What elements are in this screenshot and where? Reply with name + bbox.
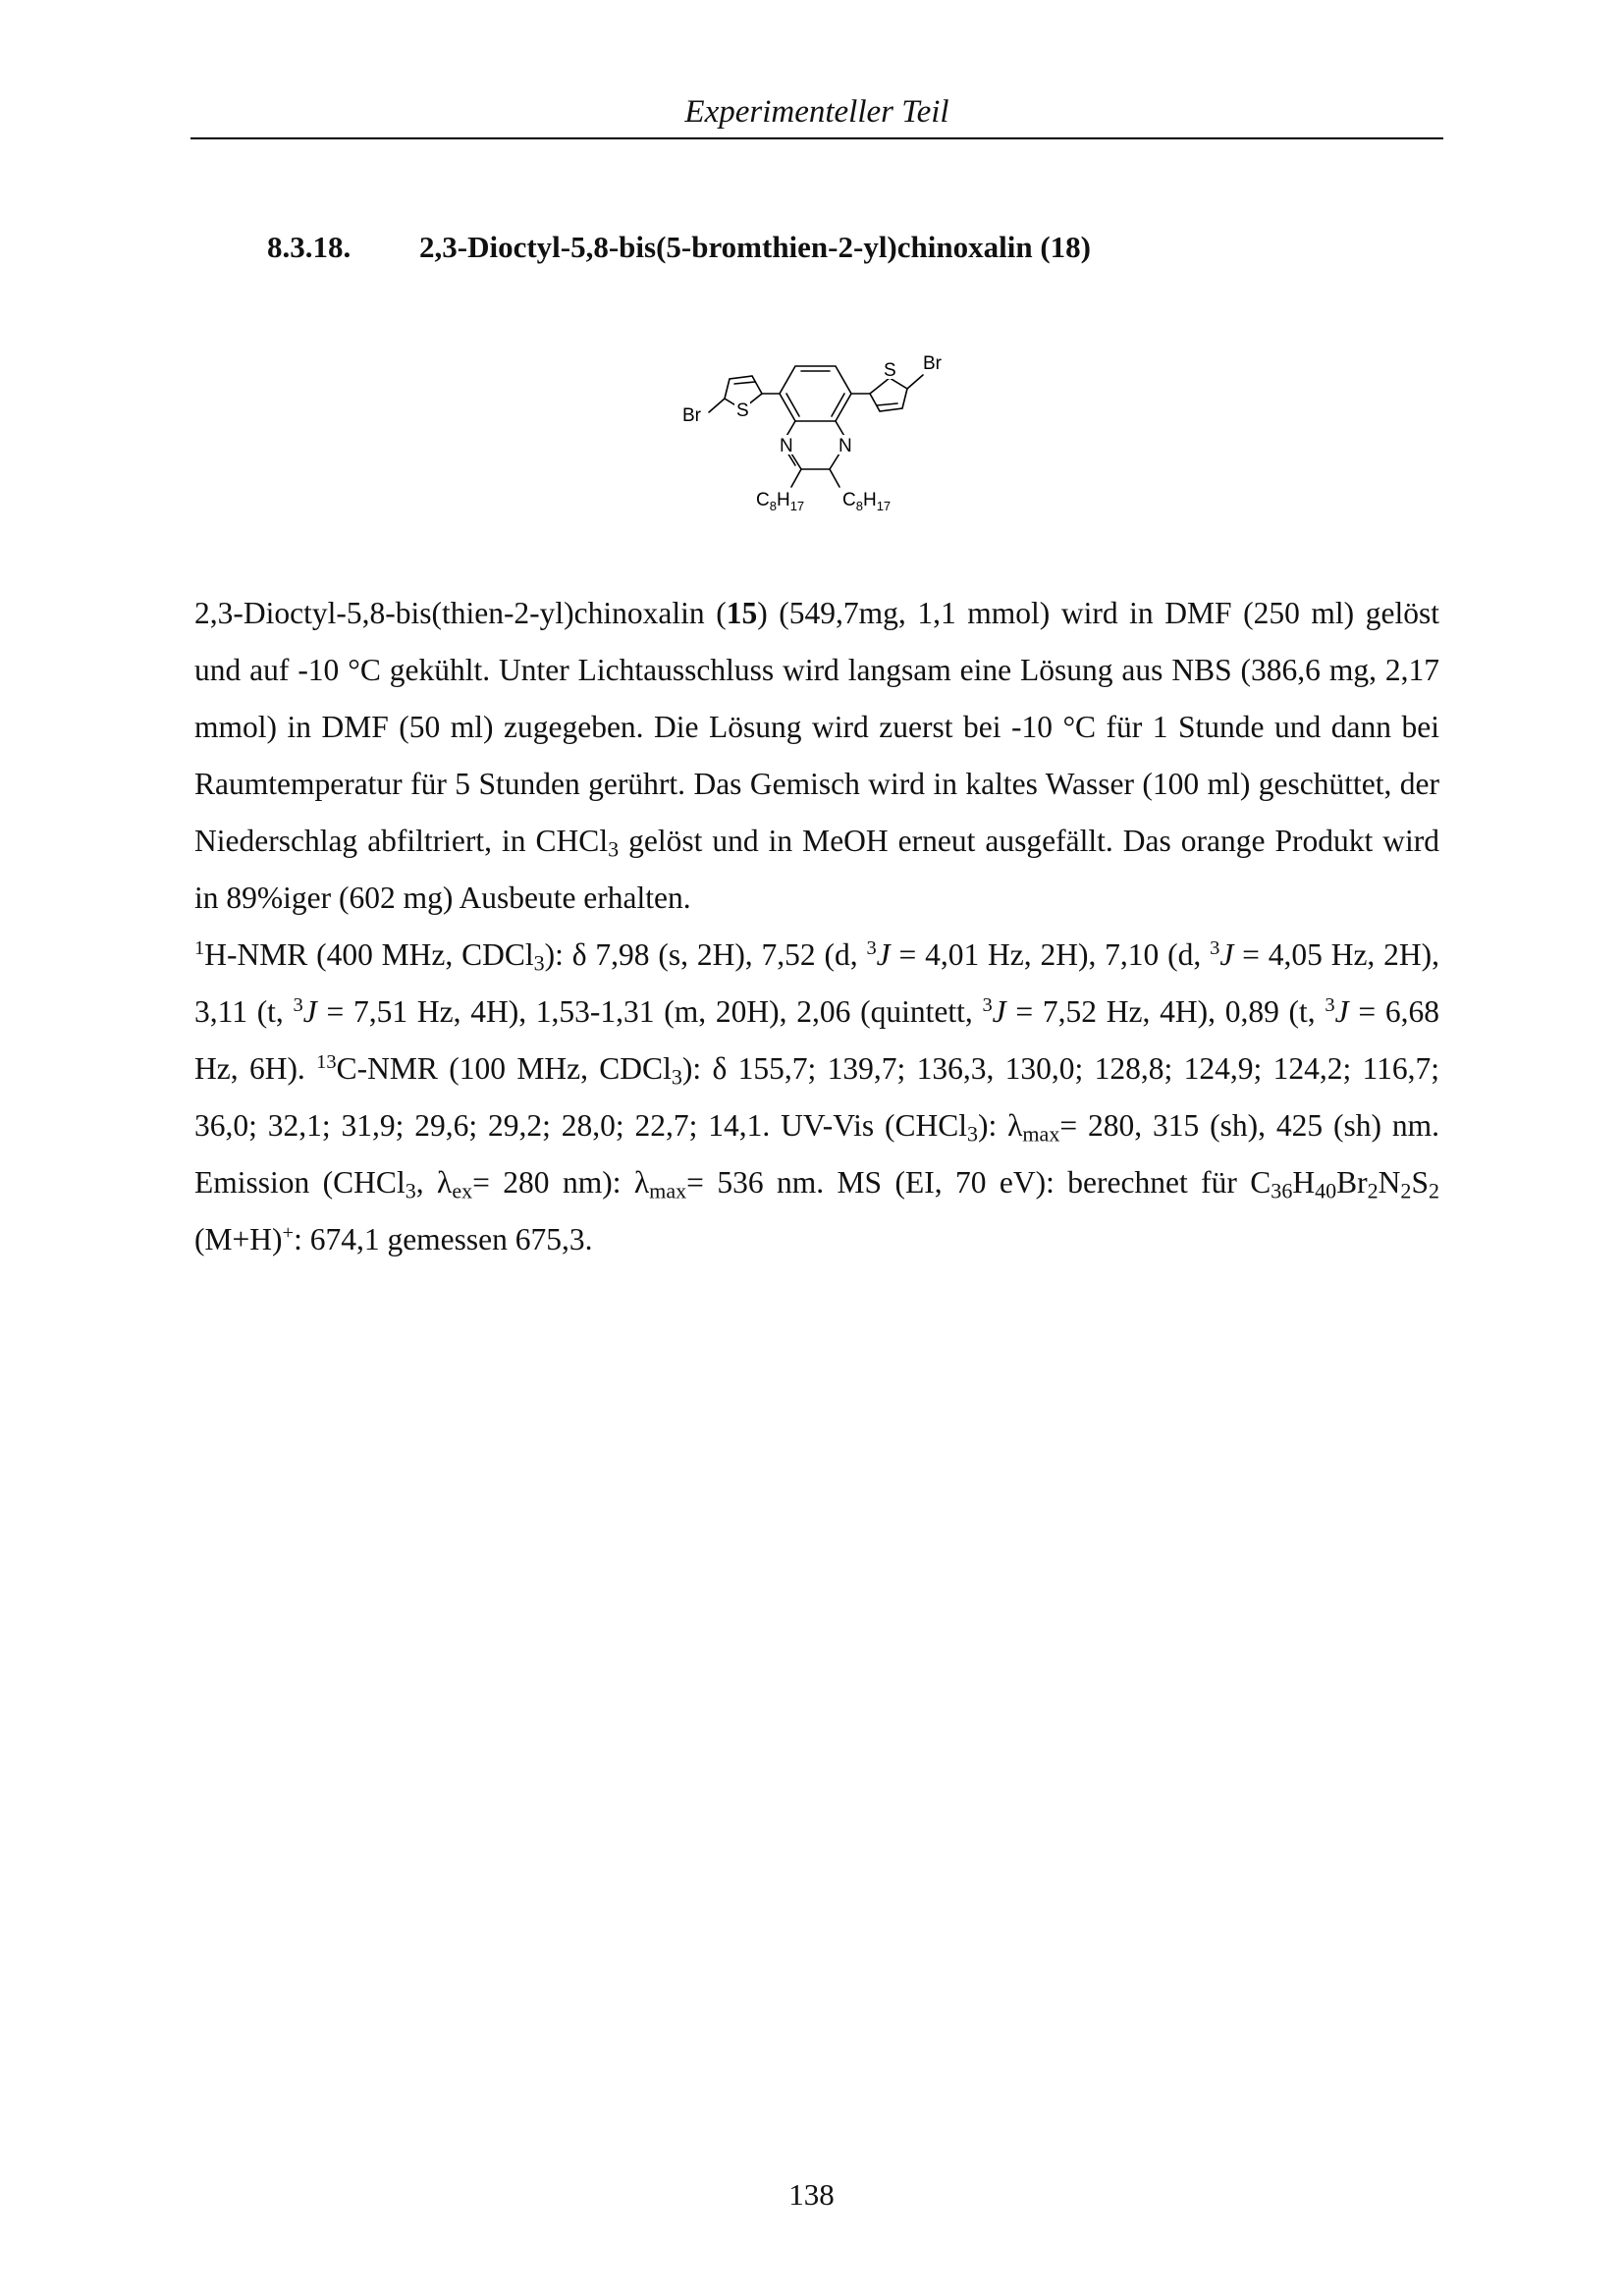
paragraph-analytics: $^1$H-NMR (400 MHz, CDCl$_3$): δ 7,98 (s, 2H), 7,52 (d, $^3$J = 4,01 Hz, 2H), 7,10 (d, $^3$J = 4,05 Hz, 2H), 3,11 (t, $^3$J = 7,51 Hz, 4H), 1,53-1,31 (m, 20H), 2,06 (quintett, $^3$J = 7,52 Hz, 4H), 0,89 (t, $^3$J = 6,68 Hz, 6H). $^{13}$C-NMR (100 MHz, CDCl$_3$): δ 155,7; 139,7; 136,3, 130,0; 128,8; 124,9; 124,2; 116,7; 36,0; 32,1; 31,9; 29,6; 29,2; 28,0; 22,7; 14,1. UV-Vis (CHCl$_3$): $\lambda_{max}= 280$, 315 (sh), 425 (sh) nm. Emission (CHCl$_3$, $\lambda_{ex}= 280$ nm): $\lambda_{max}= 536$ nm. MS (EI, 70 eV): berechnet für $C_{36}H_{40}Br_2N_2S_2$ (M+H)+: 674,1 gemessen 675,3. xyxy=(194,936,1440,1256)
page-number: 138 xyxy=(788,2177,835,2212)
header-rule xyxy=(190,137,1443,139)
body-text xyxy=(194,585,1439,1268)
thiophene-right xyxy=(870,378,907,411)
section-heading xyxy=(267,230,1091,265)
section-title: 2,3-Dioctyl-5,8-bis(5-bromthien-2-yl)chinoxalin (18) xyxy=(419,230,1091,264)
atom-s-left: S xyxy=(736,400,749,421)
atom-br-right: Br xyxy=(923,353,942,374)
running-header: Experimenteller Teil xyxy=(684,94,949,130)
benzene-ring xyxy=(780,366,851,421)
compound-ref: 15 xyxy=(726,596,758,630)
chemical-structure xyxy=(648,332,982,523)
section-number: 8.3.18. xyxy=(267,230,352,264)
substituent-left: $C_8H_{17}$ xyxy=(756,490,805,513)
atom-br-left: Br xyxy=(682,405,701,426)
atom-n-right: N xyxy=(839,436,852,456)
atom-s-right: S xyxy=(884,360,896,381)
atom-n-left: N xyxy=(780,436,793,456)
paragraph-synthesis: 2,3-Dioctyl-5,8-bis(thien-2-yl)chinoxalin (15) (549,7mg, 1,1 mmol) wird in DMF (250 ml) gelöst und auf -10 °C gekühlt. Unter Lichtausschluss wird langsam eine Lösung aus NBS (386,6 mg, 2,17 mmol) in DMF (50 ml) zugegeben. Die Lösung wird zuerst bei -10 °C für 1 Stunde und dann bei Raumtemperatur für 5 Stunden gerührt. Das Gemisch wird in kaltes Wasser (100 ml) geschüttet, der Niederschlag abfiltriert, in CHCl$_3$ gelöst und in MeOH erneut ausgefällt. Das orange Produkt wird in 89%iger (602 mg) Ausbeute erhalten. xyxy=(194,596,1439,915)
substituent-right: $C_8H_{17}$ xyxy=(842,490,892,513)
